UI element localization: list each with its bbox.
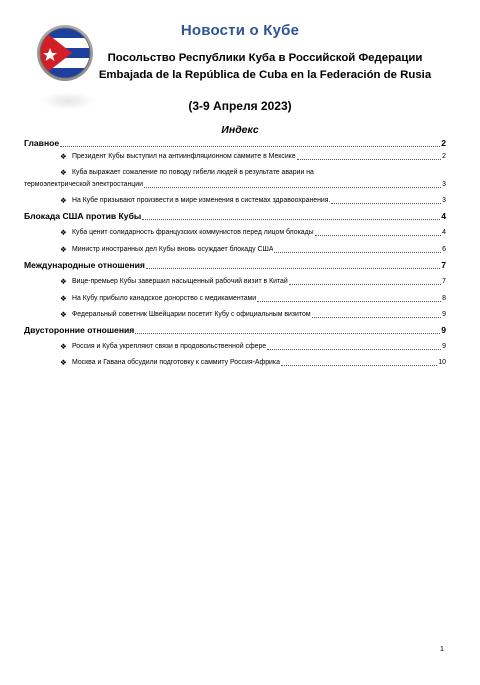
leader-dots [315, 234, 442, 236]
leader-dots [289, 283, 441, 285]
leader-dots [274, 251, 441, 253]
bullet-icon: ❖ [60, 152, 67, 161]
toc-item[interactable]: Федеральный советник Швейцарии посетит Кубу с официальным визитом 9 [72, 311, 446, 318]
toc-section-main[interactable]: Главное 2 [24, 138, 446, 148]
leader-dots [257, 300, 441, 302]
bullet-icon: ❖ [60, 168, 67, 177]
toc-item[interactable]: Министр иностранных дел Кубы вновь осуждает блокаду США 6 [72, 246, 446, 253]
toc-item[interactable]: На Кубу прибыло канадское донорство с медикаментами 8 [72, 295, 446, 302]
toc-item[interactable]: Куба ценит солидарность французских коммунистов перед лицом блокады 4 [72, 229, 446, 236]
toc-item[interactable]: На Кубе призывают произвести в мире изменения в системах здравоохранения. 3 [72, 197, 446, 204]
toc-item[interactable]: термоэлектрической электростанции 3 [24, 181, 446, 188]
leader-dots [142, 218, 440, 220]
toc-item[interactable]: Президент Кубы выступил на антиинфляционном саммите в Мексике 2 [72, 153, 446, 160]
toc-section-blockade[interactable]: Блокада США против Кубы 4 [24, 211, 446, 221]
toc-item-line1[interactable]: Куба выражает сожаление по поводу гибели людей в результате аварии на [72, 169, 314, 176]
bullet-icon: ❖ [60, 342, 67, 351]
leader-dots [281, 364, 437, 366]
leader-dots [146, 267, 440, 269]
toc-section-bilateral[interactable]: Двусторонние отношения 9 [24, 325, 446, 335]
leader-dots [60, 145, 440, 147]
bullet-icon: ❖ [60, 245, 67, 254]
leader-dots [267, 348, 441, 350]
toc-item[interactable]: Москва и Гавана обсудили подготовку к саммиту Россия-Африка 10 [72, 359, 446, 366]
bullet-icon: ❖ [60, 277, 67, 286]
page-number: 1 [439, 644, 444, 653]
leader-dots [144, 186, 441, 188]
bullet-icon: ❖ [60, 358, 67, 367]
leader-dots [297, 158, 442, 160]
toc-item[interactable]: Вице-премьер Кубы завершил насыщенный рабочий визит в Китай 7 [72, 278, 446, 285]
leader-dots [135, 332, 440, 334]
bullet-icon: ❖ [60, 196, 67, 205]
date-range: (3-9 Апреля 2023) [188, 99, 292, 113]
embassy-name-russian: Посольство Республики Куба в Российской Федерации [107, 52, 423, 64]
toc-section-international[interactable]: Международные отношения 7 [24, 260, 446, 270]
toc-item[interactable]: Россия и Куба укрепляют связи в продовольственной сфере 9 [72, 343, 446, 350]
toc-title: Индекс [221, 124, 259, 136]
leader-dots [331, 202, 441, 204]
embassy-name-spanish: Embajada de la República de Cuba en la Federación de Rusia [98, 69, 432, 81]
bullet-icon: ❖ [60, 310, 67, 319]
bullet-icon: ❖ [60, 294, 67, 303]
bullet-icon: ❖ [60, 228, 67, 237]
newsletter-title: Новости о Кубе [180, 22, 300, 39]
leader-dots [312, 316, 442, 318]
